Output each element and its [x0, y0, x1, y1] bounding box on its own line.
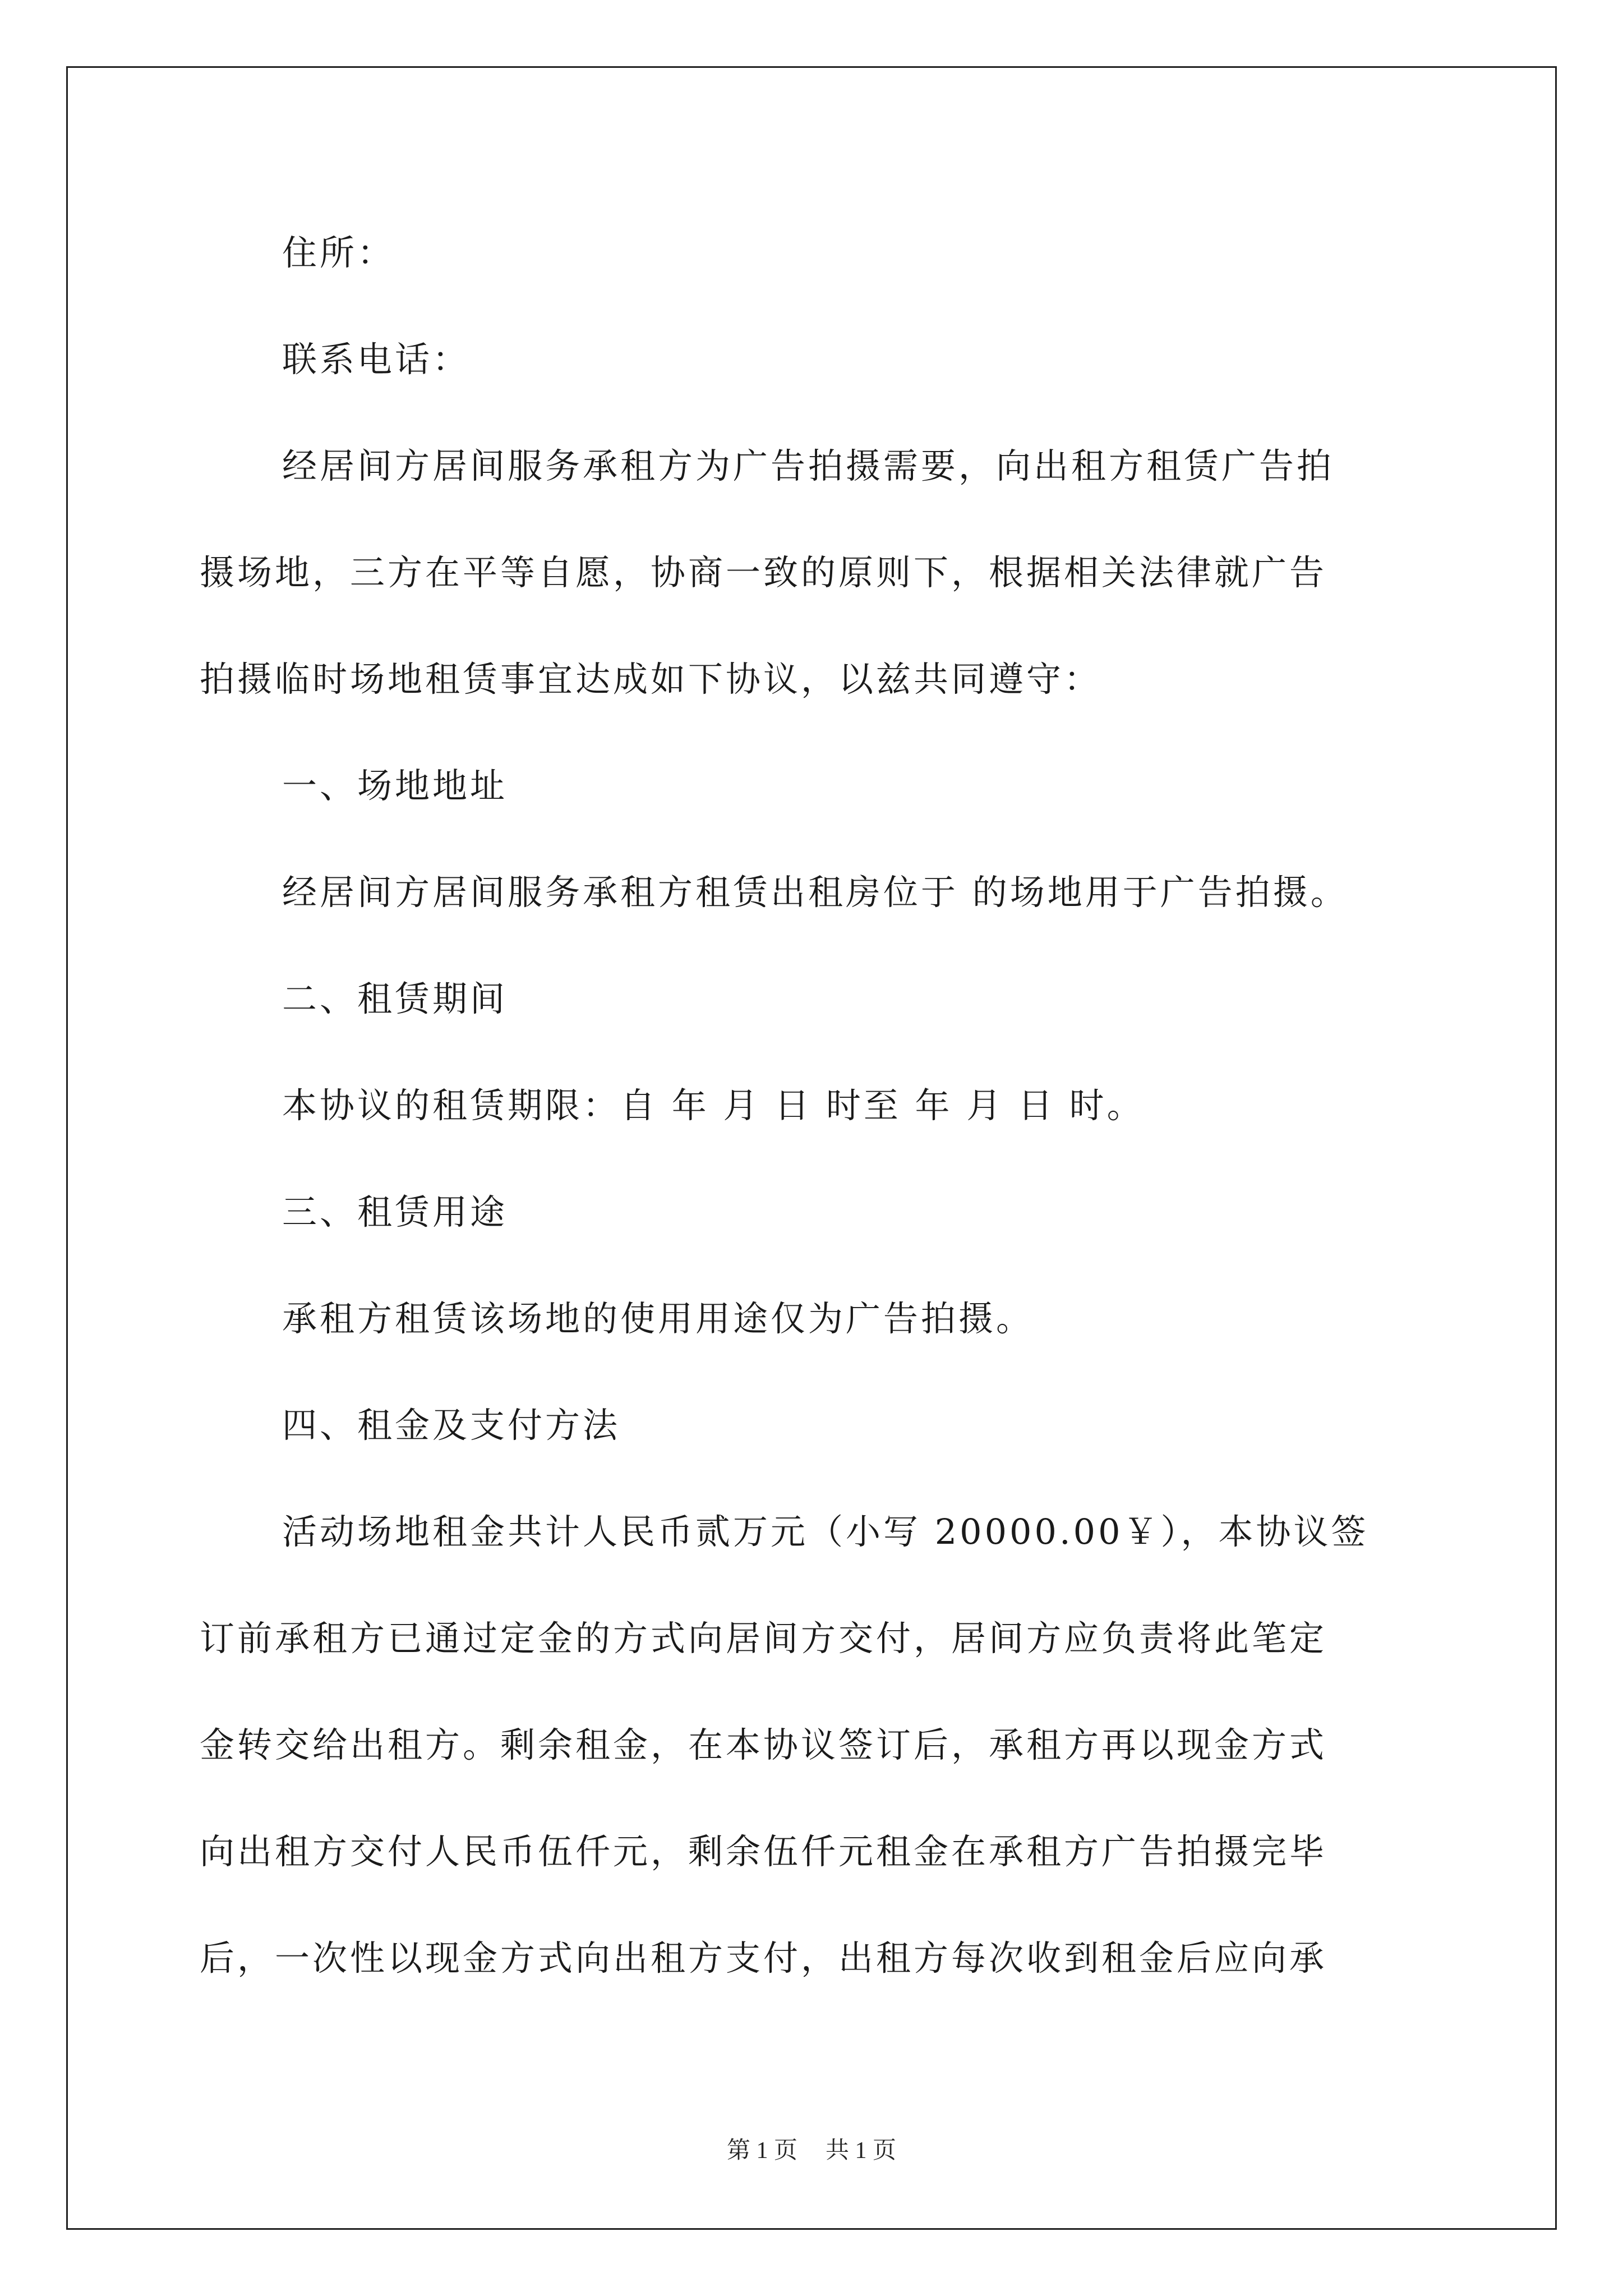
field-address-label: 住所：	[282, 232, 395, 273]
section-heading: 二、租赁期间	[282, 978, 508, 1019]
paragraph-line: 金转交给出租方。剩余租金，在本协议签订后，承租方再以现金方式	[200, 1724, 1327, 1765]
paragraph-line: 活动场地租金共计人民币贰万元（小写 20000.00￥），本协议签	[282, 1511, 1369, 1552]
section-heading: 四、租金及支付方法	[282, 1405, 621, 1446]
paragraph-line: 向出租方交付人民币伍仟元，剩余伍仟元租金在承租方广告拍摄完毕	[200, 1831, 1327, 1872]
paragraph-line: 后，一次性以现金方式向出租方支付，出租方每次收到租金后应向承	[200, 1938, 1327, 1978]
paragraph-line: 订前承租方已通过定金的方式向居间方交付，居间方应负责将此笔定	[200, 1618, 1327, 1659]
section-heading: 三、租赁用途	[282, 1191, 508, 1232]
page-number: 第 1 页	[726, 2138, 797, 2164]
page-border	[66, 66, 1557, 2230]
paragraph-line: 摄场地，三方在平等自愿，协商一致的原则下，根据相关法律就广告	[200, 552, 1327, 593]
field-phone-label: 联系电话：	[282, 339, 471, 380]
paragraph-line: 承租方租赁该场地的使用用途仅为广告拍摄。	[282, 1298, 1034, 1339]
paragraph-line: 本协议的租赁期限：自 年 月 日 时至 年 月 日 时。	[282, 1085, 1145, 1126]
paragraph-line: 拍摄临时场地租赁事宜达成如下协议，以兹共同遵守：	[200, 659, 1102, 700]
section-heading: 一、场地地址	[282, 765, 508, 806]
paragraph-line: 经居间方居间服务承租方租赁出租房位于 的场地用于广告拍摄。	[282, 872, 1348, 913]
page-footer	[0, 2132, 1623, 2165]
paragraph-line: 经居间方居间服务承租方为广告拍摄需要，向出租方租赁广告拍	[282, 445, 1335, 486]
page-total: 共 1 页	[826, 2138, 897, 2164]
